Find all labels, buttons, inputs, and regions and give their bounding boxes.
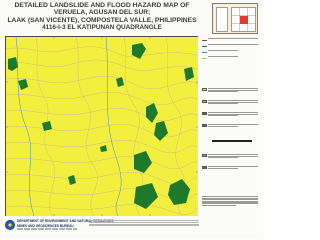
- high-hazard-swatch: [202, 112, 207, 115]
- legend-flood-row: [202, 154, 260, 162]
- legend-symbol-row: [202, 38, 260, 43]
- legend-text-lines: [208, 56, 258, 57]
- legend-symbol-row: [202, 56, 260, 61]
- bureau-name: MINES AND GEOSCIENCES BUREAU: [17, 223, 74, 228]
- low-hazard-swatch: [202, 88, 207, 91]
- boundary-symbol-icon: [202, 46, 207, 47]
- legend-text-lines: [208, 44, 258, 45]
- legend-flood-row: [202, 166, 260, 174]
- legend-text-lines: [208, 50, 258, 51]
- legend-text-lines: [208, 124, 258, 127]
- philippines-inset-map: [216, 7, 228, 32]
- hazard-map-canvas[interactable]: [6, 37, 198, 216]
- map-title: [6, 2, 198, 32]
- location-index-map: [212, 3, 258, 34]
- scale-bar: [212, 140, 252, 142]
- legend-symbol-row: [202, 50, 260, 55]
- flood-swatch: [202, 154, 207, 157]
- legend-hazard-row: [202, 124, 260, 132]
- legend-text-lines: [208, 154, 258, 158]
- title-line-1: DETAILED LANDSLIDE AND FLOOD HAZARD MAP OF: [14, 2, 190, 9]
- road-symbol-icon: [202, 40, 207, 41]
- map-footer: [5, 218, 260, 238]
- agency-seal-icon: [5, 220, 15, 230]
- legend-text-lines: [208, 100, 258, 104]
- legend-hazard-row: [202, 88, 260, 96]
- map-legend: [202, 38, 260, 228]
- quadrangle-location-highlight: [240, 16, 248, 24]
- very-high-hazard-swatch: [202, 124, 207, 127]
- legend-symbol-row: [202, 44, 260, 49]
- flood-high-swatch: [202, 166, 207, 169]
- title-line-4: 4116-I-3 EL KATIPUNAN QUADRANGLE: [42, 24, 162, 32]
- river-symbol-icon: [202, 52, 207, 53]
- title-line-2: VERUELA, AGUSAN DEL SUR;: [53, 9, 151, 17]
- legend-text-lines: [208, 88, 258, 92]
- legend-text-lines: [208, 38, 258, 39]
- contour-symbol-icon: [202, 58, 207, 59]
- department-name: DEPARTMENT OF ENVIRONMENT AND NATURAL RESOURCES: [17, 219, 114, 223]
- footer-notes: [89, 220, 199, 227]
- legend-note-lines: [202, 196, 258, 206]
- legend-notes: [202, 196, 260, 216]
- legend-hazard-row: [202, 100, 260, 108]
- moderate-hazard-swatch: [202, 100, 207, 103]
- hazard-map-frame[interactable]: [5, 36, 198, 216]
- title-line-3: LAAK (SAN VICENTE), COMPOSTELA VALLE, PHILIPPINES: [7, 16, 197, 24]
- legend-hazard-row: [202, 112, 260, 120]
- legend-text-lines: [208, 112, 258, 116]
- legend-text-lines: [208, 166, 258, 169]
- bureau-subtext: [17, 228, 77, 230]
